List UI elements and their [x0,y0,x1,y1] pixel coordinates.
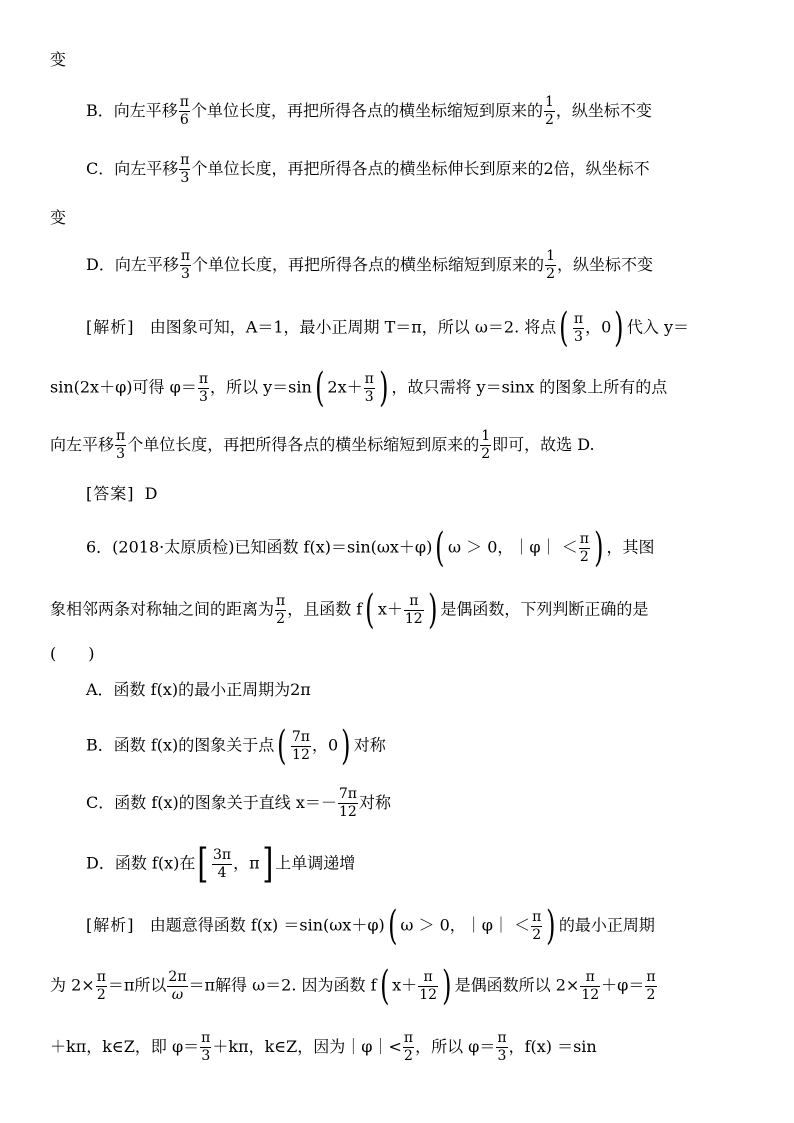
q6-option-a: A．函数 f(x)的最小正周期为2π [86,680,311,699]
q6-option-c: C．函数 f(x)的图象关于直线 x＝－ $\frac{7\pi}{12}$ 对称 [86,786,391,820]
answer-blank: ( ) [50,644,95,663]
question-6-line-1: 6．(2018·太原质检)已知函数 f(x)＝sin(ωx＋φ)( ω ＞ 0，｜φ｜ ＜ $\frac{\pi}{2}$ ) ，其图 [86,525,655,571]
text-fragment: 变 [50,50,67,69]
fraction: $\frac{\pi}{12}$ [419,968,438,1003]
analysis-tag: [解析] [86,317,135,337]
fraction: $\frac{3\pi}{4}$ [212,846,232,881]
answer-line [86,482,746,506]
fraction: $\frac{\pi}{2}$ [579,530,589,565]
fraction: $\frac{\pi}{3}$ [573,310,584,345]
fraction: $\frac{\pi}{2}$ [403,1030,414,1064]
fraction: $\frac{\pi}{2}$ [96,968,106,1003]
answer-tag: [答案] [86,484,135,503]
fraction: $\frac{1}{2}$ [546,248,555,282]
fraction: $\frac{2\pi}{\omega}$ [168,968,187,1003]
analysis-2-line-3: ＋kπ，k∈Z，即 φ＝ $\frac{\pi}{3}$ ＋kπ，k∈Z，因为｜φ｜< $\frac{\pi}{2}$ ，所以 φ＝ $\frac{\pi}{3}$ ，f(x) ＝sin [50,1030,597,1064]
question-6-line-2: 象相邻两条对称轴之间的距离为 $\frac{\pi}{2}$ ，且函数 f( x＋ $\frac{\pi}{12}$ ) 是偶函数，下列判断正确的是 [50,587,649,633]
fraction: $\frac{\pi}{3}$ [497,1030,507,1064]
fraction: $\frac{\pi}{3}$ [198,370,209,405]
fraction: $\frac{\pi}{3}$ [180,152,190,186]
analysis-1-line-1: [解析] 由图象可知，A＝1，最小正周期 T＝π，所以 ω＝2. 将点( $\frac{\pi}{3}$ ，0) 代入 y＝ [86,305,690,351]
fraction: $\frac{\pi}{3}$ [116,428,126,462]
text-fragment: 变 [50,208,67,227]
option-d-prev: D．向左平移 $\frac{\pi}{3}$ 个单位长度，再把所得各点的横坐标缩短到原来的 $\frac{1}{2}$ ，纵坐标不变 [86,248,653,282]
analysis-2-line-2: 为 2× $\frac{\pi}{2}$ ＝π所以 $\frac{2\pi}{\omega}$ ＝π解得 ω＝2. 因为函数 f( x＋ $\frac{\pi}{12}$ ) 是偶函数所以 2× $\frac{\pi}{12}$ ＋φ＝ $\frac{\pi}{2}$ [50,963,656,1009]
fraction: $\frac{7\pi}{12}$ [338,786,357,820]
fraction: $\frac{\pi}{6}$ [179,94,189,128]
fraction: $\frac{\pi}{2}$ [276,592,286,627]
fraction: $\frac{\pi}{12}$ [581,968,600,1003]
fraction: $\frac{\pi}{3}$ [180,248,191,282]
fraction: $\frac{\pi}{12}$ [404,592,423,627]
fraction: $\frac{\pi}{2}$ [532,908,542,943]
q6-option-b: B．函数 f(x)的图象关于点( $\frac{7\pi}{12}$ ，0) 对称 [86,723,386,769]
fraction: $\frac{1}{2}$ [544,94,554,128]
analysis-1-line-3: 向左平移 $\frac{\pi}{3}$ 个单位长度，再把所得各点的横坐标缩短到原来的 $\frac{1}{2}$ 即可，故选 D. [50,428,595,462]
answer-value: D [144,484,158,503]
analysis-2-line-1: [解析] 由题意得函数 f(x) ＝sin(ωx＋φ)( ω ＞ 0，｜φ｜ ＜ $\frac{\pi}{2}$ ) 的最小正周期 [86,903,655,949]
analysis-tag: [解析] [86,915,135,935]
q6-option-d: D．函数 f(x)在[ $\frac{3\pi}{4}$ ，π] 上单调递增 [86,841,356,887]
analysis-1-line-2: sin(2x＋φ)可得 φ＝ $\frac{\pi}{3}$ ，所以 y＝sin( 2x＋ $\frac{\pi}{3}$ ) ，故只需将 y＝sinx 的图象上所有的点 [50,365,668,411]
fraction: $\frac{\pi}{3}$ [201,1030,211,1064]
fraction: $\frac{\pi}{3}$ [364,370,374,405]
option-b-prev: B．向左平移 $\frac{\pi}{6}$ 个单位长度，再把所得各点的横坐标缩短到原来的 $\frac{1}{2}$ ，纵坐标不变 [86,94,652,128]
option-c-prev: C．向左平移 $\frac{\pi}{3}$ 个单位长度，再把所得各点的横坐标伸长到原来的2倍，纵坐标不 [86,152,650,186]
fraction: $\frac{1}{2}$ [481,428,491,462]
fraction: $\frac{7\pi}{12}$ [291,728,310,763]
fraction: $\frac{\pi}{2}$ [646,968,656,1003]
